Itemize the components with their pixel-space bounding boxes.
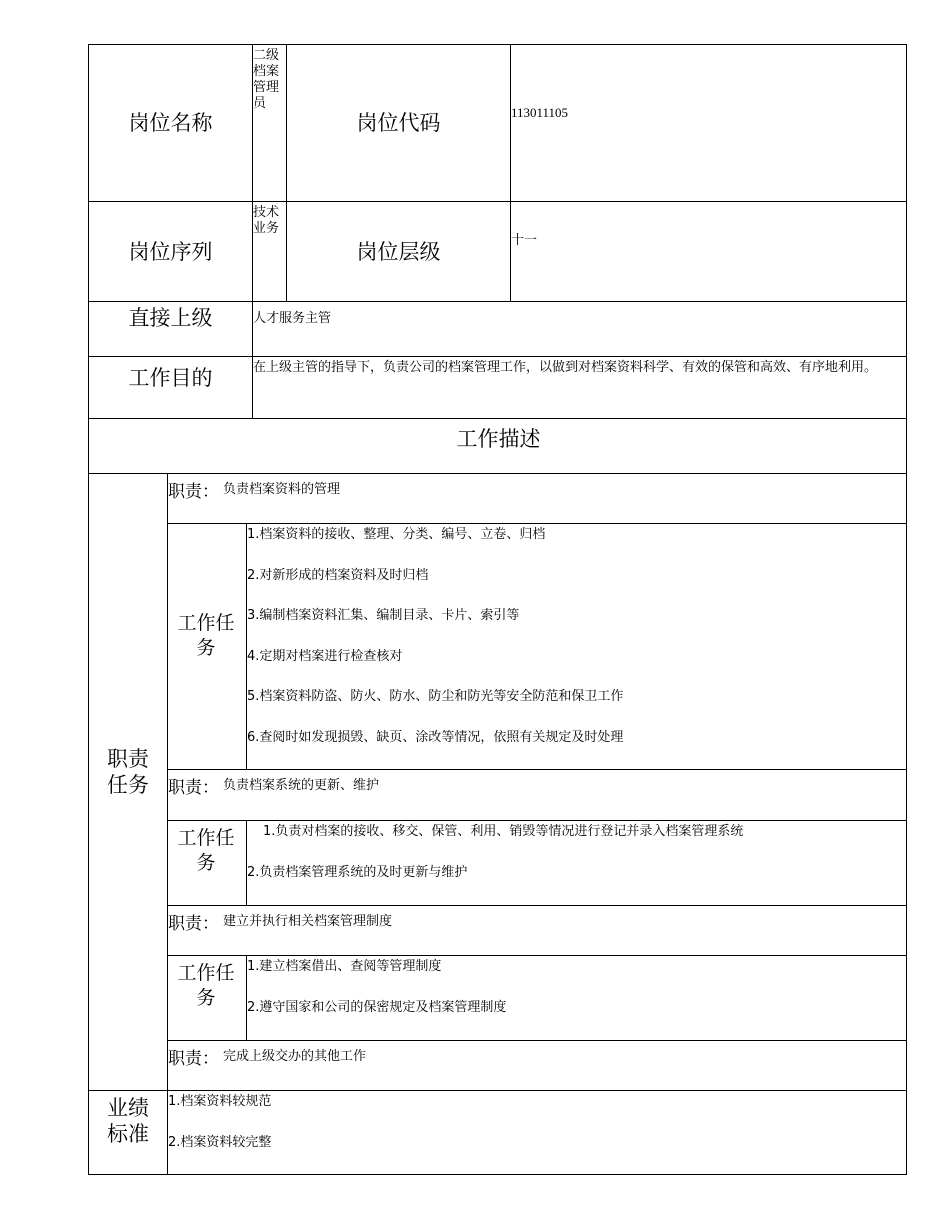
task-list — [246, 523, 907, 770]
post-code-label: 岗位代码 — [286, 44, 511, 202]
task-item: 1.负责对档案的接收、移交、保管、利用、销毁等情况进行登记并录入档案管理系统 — [263, 824, 744, 839]
duty-row — [167, 1040, 907, 1091]
task-label: 工作任务 — [177, 612, 235, 659]
performance-label: 业绩标准 — [107, 1096, 149, 1146]
task-item: 3.编制档案资料汇集、编制目录、卡片、索引等 — [247, 608, 520, 623]
duty-text: 负责档案系统的更新、维护 — [223, 778, 380, 793]
purpose-cell — [252, 356, 907, 419]
work-description-title-cell — [88, 418, 907, 474]
post-name-label: 岗位名称 — [88, 44, 253, 202]
duties-section-label: 职责任务 — [107, 747, 149, 797]
duty-row — [167, 905, 907, 956]
duty-text: 完成上级交办的其他工作 — [223, 1049, 367, 1064]
duty-prefix: 职责： — [168, 778, 219, 798]
superior-value: 人才服务主管 — [253, 311, 332, 326]
task-item: 2.遵守国家和公司的保密规定及档案管理制度 — [247, 999, 507, 1015]
task-label: 工作任务 — [177, 962, 235, 1009]
duty-text: 建立并执行相关档案管理制度 — [223, 914, 393, 929]
duty-row — [167, 769, 907, 821]
post-sequence-label: 岗位序列 — [88, 201, 253, 302]
task-item: 5.档案资料防盗、防火、防水、防尘和防光等安全防范和保卫工作 — [247, 689, 624, 704]
work-description-title: 工作描述 — [456, 427, 541, 451]
duties-section-label-cell — [88, 473, 168, 1091]
superior-cell — [252, 301, 907, 357]
post-code-cell — [510, 44, 907, 202]
task-label: 工作任务 — [177, 827, 235, 874]
post-level-cell — [510, 201, 907, 302]
performance-item: 1.档案资料较规范 — [168, 1094, 272, 1109]
performance-list — [167, 1090, 907, 1175]
purpose-value: 在上级主管的指导下，负责公司的档案管理工作，以做到对档案资料科学、有效的保管和高效、有序地利用。 — [253, 360, 878, 375]
post-level-label: 岗位层级 — [286, 201, 511, 302]
post-name-value: 二级档案管理员 — [252, 44, 287, 202]
purpose-label: 工作目的 — [88, 356, 253, 419]
task-item: 2.对新形成的档案资料及时归档 — [247, 567, 429, 583]
post-level-value: 十一 — [511, 233, 538, 248]
duty-row — [167, 473, 907, 524]
duty-prefix: 职责： — [168, 914, 219, 934]
task-label-cell — [167, 820, 247, 906]
task-list — [246, 820, 907, 906]
task-list — [246, 955, 907, 1041]
duty-prefix: 职责： — [168, 1049, 219, 1069]
post-sequence-value: 技术业务 — [252, 201, 287, 302]
task-item: 1.档案资料的接收、整理、分类、编号、立卷、归档 — [247, 527, 546, 542]
task-item: 2.负责档案管理系统的及时更新与维护 — [247, 864, 468, 880]
task-item: 4.定期对档案进行检查核对 — [247, 648, 403, 664]
task-item: 1.建立档案借出、查阅等管理制度 — [247, 959, 442, 974]
superior-label: 直接上级 — [88, 301, 253, 357]
task-label-cell — [167, 523, 247, 770]
performance-item: 2.档案资料较完整 — [168, 1134, 272, 1150]
duty-prefix: 职责： — [168, 482, 219, 502]
post-code-value: 113011105 — [511, 105, 569, 120]
performance-label-cell — [88, 1090, 168, 1175]
task-label-cell — [167, 955, 247, 1041]
duty-text: 负责档案资料的管理 — [223, 482, 341, 497]
task-item: 6.查阅时如发现损毁、缺页、涂改等情况，依照有关规定及时处理 — [247, 729, 624, 745]
